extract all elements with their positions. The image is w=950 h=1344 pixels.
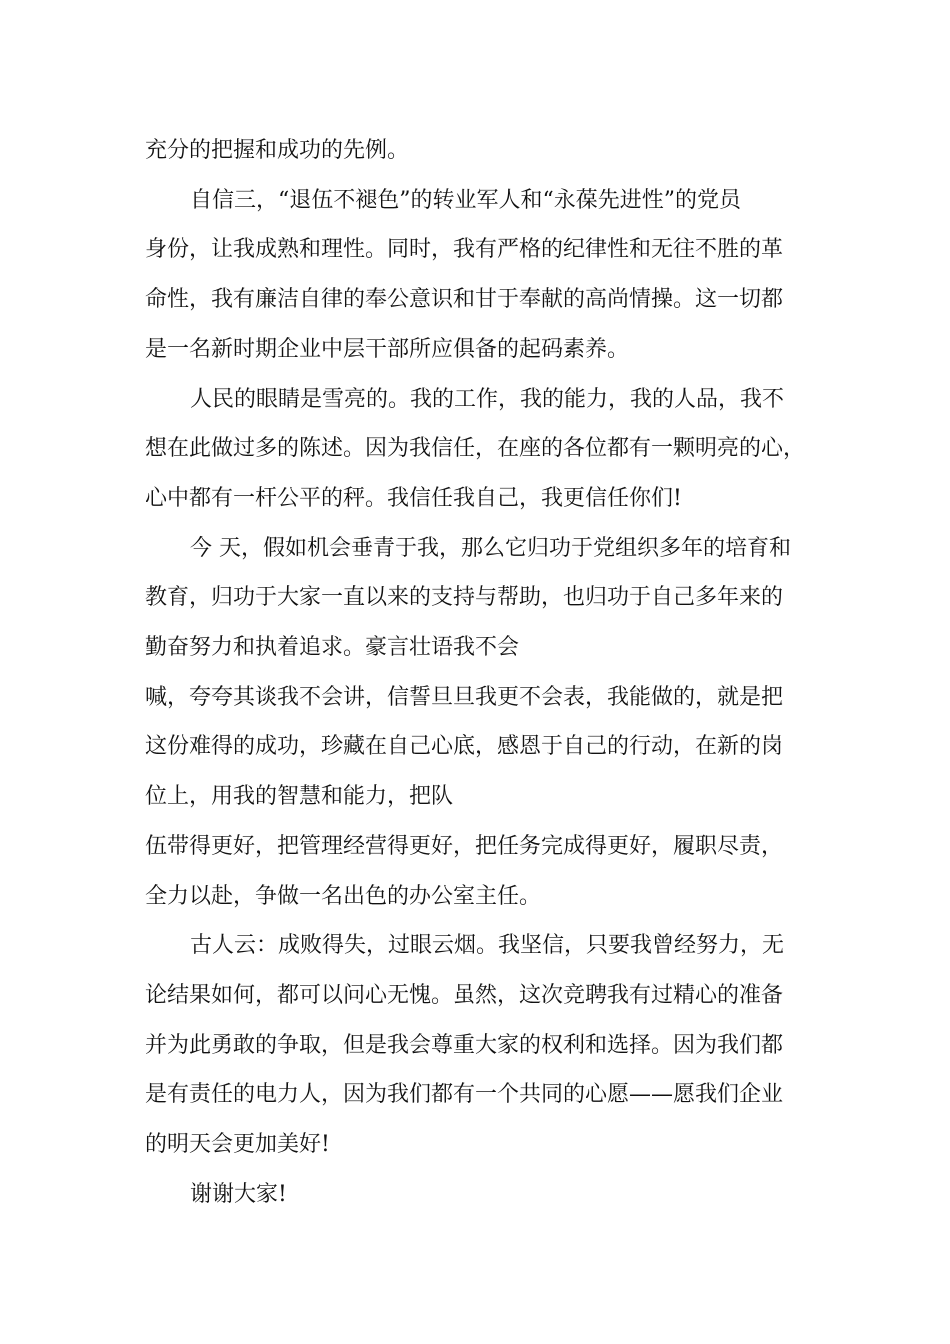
text-line-8: 心中都有一杆公平的秤。我信任我自己，我更信任你们! bbox=[145, 486, 682, 511]
text-line-5: 是一名新时期企业中层干部所应俱备的起码素养。 bbox=[145, 337, 630, 362]
text-line-6: 人民的眼睛是雪亮的。我的工作，我的能力，我的人品，我不 bbox=[190, 387, 785, 412]
text-line-1: 充分的把握和成功的先例。 bbox=[145, 138, 410, 163]
text-line-12: 喊，夸夸其谈我不会讲，信誓旦旦我更不会表，我能做的，就是把 bbox=[145, 685, 784, 710]
text-line-19: 并为此勇敢的争取，但是我会尊重大家的权利和选择。因为我们都 bbox=[145, 1033, 784, 1058]
text-line-22: 谢谢大家! bbox=[190, 1182, 287, 1207]
text-line-10: 教育，归功于大家一直以来的支持与帮助，也归功于自己多年来的 bbox=[145, 585, 784, 610]
text-line-2: 自信三，“退伍不褪色”的转业军人和“永葆先进性”的党员 bbox=[190, 188, 741, 213]
text-line-11: 勤奋努力和执着追求。豪言壮语我不会 bbox=[145, 635, 520, 660]
text-line-14: 位上，用我的智慧和能力，把队 bbox=[145, 784, 454, 809]
text-line-16: 全力以赴，争做一名出色的办公室主任。 bbox=[145, 884, 542, 909]
text-line-21: 的明天会更加美好! bbox=[145, 1132, 330, 1157]
text-line-17: 古人云：成败得失，过眼云烟。我坚信，只要我曾经努力，无 bbox=[190, 933, 785, 958]
text-line-13: 这份难得的成功，珍藏在自己心底，感恩于自己的行动，在新的岗 bbox=[145, 734, 784, 759]
text-line-18: 论结果如何，都可以问心无愧。虽然，这次竞聘我有过精心的准备 bbox=[145, 983, 784, 1008]
text-line-20: 是有责任的电力人，因为我们都有一个共同的心愿——愿我们企业 bbox=[145, 1082, 784, 1107]
text-line-15: 伍带得更好，把管理经营得更好，把任务完成得更好，履职尽责， bbox=[145, 834, 784, 859]
text-line-7: 想在此做过多的陈述。因为我信任，在座的各位都有一颗明亮的心， bbox=[145, 436, 806, 461]
text-line-9: 今 天，假如机会垂青于我，那么它归功于党组织多年的培育和 bbox=[190, 536, 791, 561]
text-line-3: 身份，让我成熟和理性。同时，我有严格的纪律性和无往不胜的革 bbox=[145, 237, 784, 262]
text-line-4: 命性，我有廉洁自律的奉公意识和甘于奉献的高尚情操。这一切都 bbox=[145, 287, 784, 312]
